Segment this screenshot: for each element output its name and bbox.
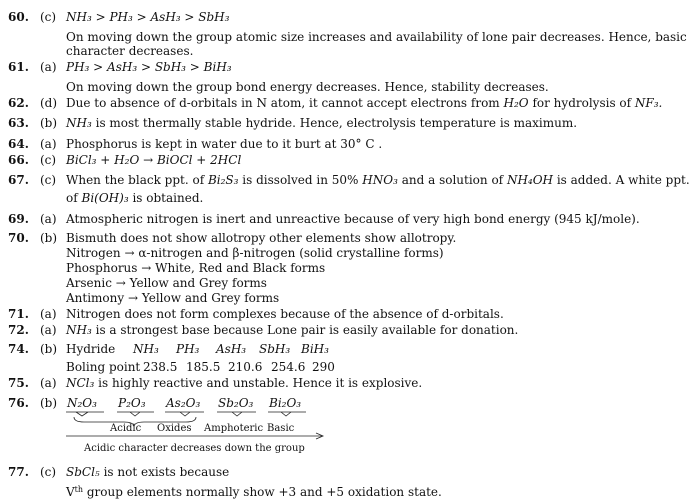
oxide-underline bbox=[268, 412, 306, 416]
equation: BiCl₃ + H₂O → BiOCl + 2HCl bbox=[66, 153, 242, 167]
oxide-underline bbox=[217, 412, 256, 416]
hydride-cell: PH₃ bbox=[176, 342, 200, 356]
boiling-point-cell: 290 bbox=[312, 360, 335, 374]
answer-option: (a) bbox=[40, 307, 57, 321]
hydride-cell: BiH₃ bbox=[301, 342, 329, 356]
answer-option: (b) bbox=[40, 396, 58, 410]
explanation-line: On moving down the group bond energy decreases. Hence, stability decreases. bbox=[66, 80, 549, 94]
basic-label: Basic bbox=[267, 423, 295, 434]
answer-text: Nitrogen does not form complexes because of the absence of d-orbitals. bbox=[66, 307, 504, 321]
allotrope-line: Nitrogen → α-nitrogen and β-nitrogen (solid crystalline forms) bbox=[66, 246, 444, 260]
question-number: 69. bbox=[8, 212, 29, 226]
question-number: 75. bbox=[8, 376, 29, 390]
oxide-underline bbox=[165, 412, 204, 416]
acidic-label: Acidic bbox=[110, 423, 142, 434]
oxide-cell: P₂O₃ bbox=[118, 396, 146, 410]
answer-option: (a) bbox=[40, 212, 57, 226]
oxide-underline bbox=[66, 412, 104, 416]
answer-text: NH₃ is most thermally stable hydride. Hence, electrolysis temperature is maximum. bbox=[66, 116, 578, 130]
boiling-point-cell: 210.6 bbox=[228, 360, 263, 374]
equation: PH₃ > AsH₃ > SbH₃ > BiH₃ bbox=[66, 60, 232, 74]
oxide-cell: N₂O₃ bbox=[67, 396, 97, 410]
answer-option: (c) bbox=[40, 153, 57, 167]
question-number: 63. bbox=[8, 116, 29, 130]
boiling-point-cell: 238.5 bbox=[143, 360, 178, 374]
answer-text: SbCl₅ is not exists because bbox=[66, 465, 230, 479]
trend-label: Acidic character decreases down the group bbox=[84, 443, 305, 454]
hydride-cell: AsH₃ bbox=[216, 342, 247, 356]
question-number: 77. bbox=[8, 465, 29, 479]
answer-text: Phosphorus is kept in water due to it burt at 30° C . bbox=[66, 137, 383, 151]
answer-option: (a) bbox=[40, 60, 57, 74]
answer-option: (b) bbox=[40, 342, 58, 356]
oxide-cell: Sb₂O₃ bbox=[218, 396, 254, 410]
answer-option: (c) bbox=[40, 10, 57, 24]
question-number: 76. bbox=[8, 396, 29, 410]
explanation-line: Vth group elements normally show +3 and +5 oxidation state. bbox=[66, 485, 442, 499]
answer-option: (d) bbox=[40, 96, 58, 110]
question-number: 71. bbox=[8, 307, 29, 321]
explanation-line: of Bi(OH)₃ is obtained. bbox=[66, 191, 204, 205]
oxide-cell: Bi₂O₃ bbox=[269, 396, 302, 410]
answer-option: (b) bbox=[40, 231, 58, 245]
hydride-cell: SbH₃ bbox=[259, 342, 291, 356]
question-number: 60. bbox=[8, 10, 29, 24]
answer-option: (b) bbox=[40, 116, 58, 130]
answer-option: (a) bbox=[40, 376, 57, 390]
question-number: 72. bbox=[8, 323, 29, 337]
boiling-point-cell: 185.5 bbox=[186, 360, 221, 374]
answer-text: Bismuth does not show allotropy other elements show allotropy. bbox=[66, 231, 457, 245]
answer-option: (c) bbox=[40, 465, 57, 479]
question-number: 70. bbox=[8, 231, 29, 245]
equation: NH₃ > PH₃ > AsH₃ > SbH₃ bbox=[66, 10, 230, 24]
hydride-label: Hydride bbox=[66, 342, 116, 356]
allotrope-line: Phosphorus → White, Red and Black forms bbox=[66, 261, 326, 275]
question-number: 74. bbox=[8, 342, 29, 356]
question-number: 66. bbox=[8, 153, 29, 167]
answer-text: When the black ppt. of Bi₂S₃ is dissolved in 50% HNO₃ and a solution of NH₄OH is added. A white ppt. bbox=[66, 173, 690, 187]
answer-text: Atmospheric nitrogen is inert and unreactive because of very high bond energy (945 kJ/mole). bbox=[66, 212, 640, 226]
question-number: 62. bbox=[8, 96, 29, 110]
question-number: 67. bbox=[8, 173, 29, 187]
allotrope-line: Antimony → Yellow and Grey forms bbox=[66, 291, 280, 305]
boiling-point-label: Boling point bbox=[66, 360, 141, 374]
amphoteric-label: Amphoteric bbox=[204, 423, 264, 434]
oxides-label: Oxides bbox=[157, 423, 192, 434]
answer-option: (a) bbox=[40, 323, 57, 337]
hydride-cell: NH₃ bbox=[133, 342, 159, 356]
oxide-underline bbox=[117, 412, 154, 416]
answer-text: NCl₃ is highly reactive and unstable. Hence it is explosive. bbox=[66, 376, 423, 390]
question-number: 61. bbox=[8, 60, 29, 74]
answer-text: Due to absence of d-orbitals in N atom, it cannot accept electrons from H₂O for hydrolysis of NF₃. bbox=[66, 96, 663, 110]
answer-text: NH₃ is a strongest base because Lone pair is easily available for donation. bbox=[66, 323, 519, 337]
question-number: 64. bbox=[8, 137, 29, 151]
explanation-line: character decreases. bbox=[66, 44, 194, 58]
oxide-cell: As₂O₃ bbox=[166, 396, 201, 410]
answer-option: (a) bbox=[40, 137, 57, 151]
boiling-point-cell: 254.6 bbox=[271, 360, 306, 374]
explanation-line: On moving down the group atomic size increases and availability of lone pair decreases. Hence, basic bbox=[66, 30, 687, 44]
allotrope-line: Arsenic → Yellow and Grey forms bbox=[66, 276, 267, 290]
answer-option: (c) bbox=[40, 173, 57, 187]
